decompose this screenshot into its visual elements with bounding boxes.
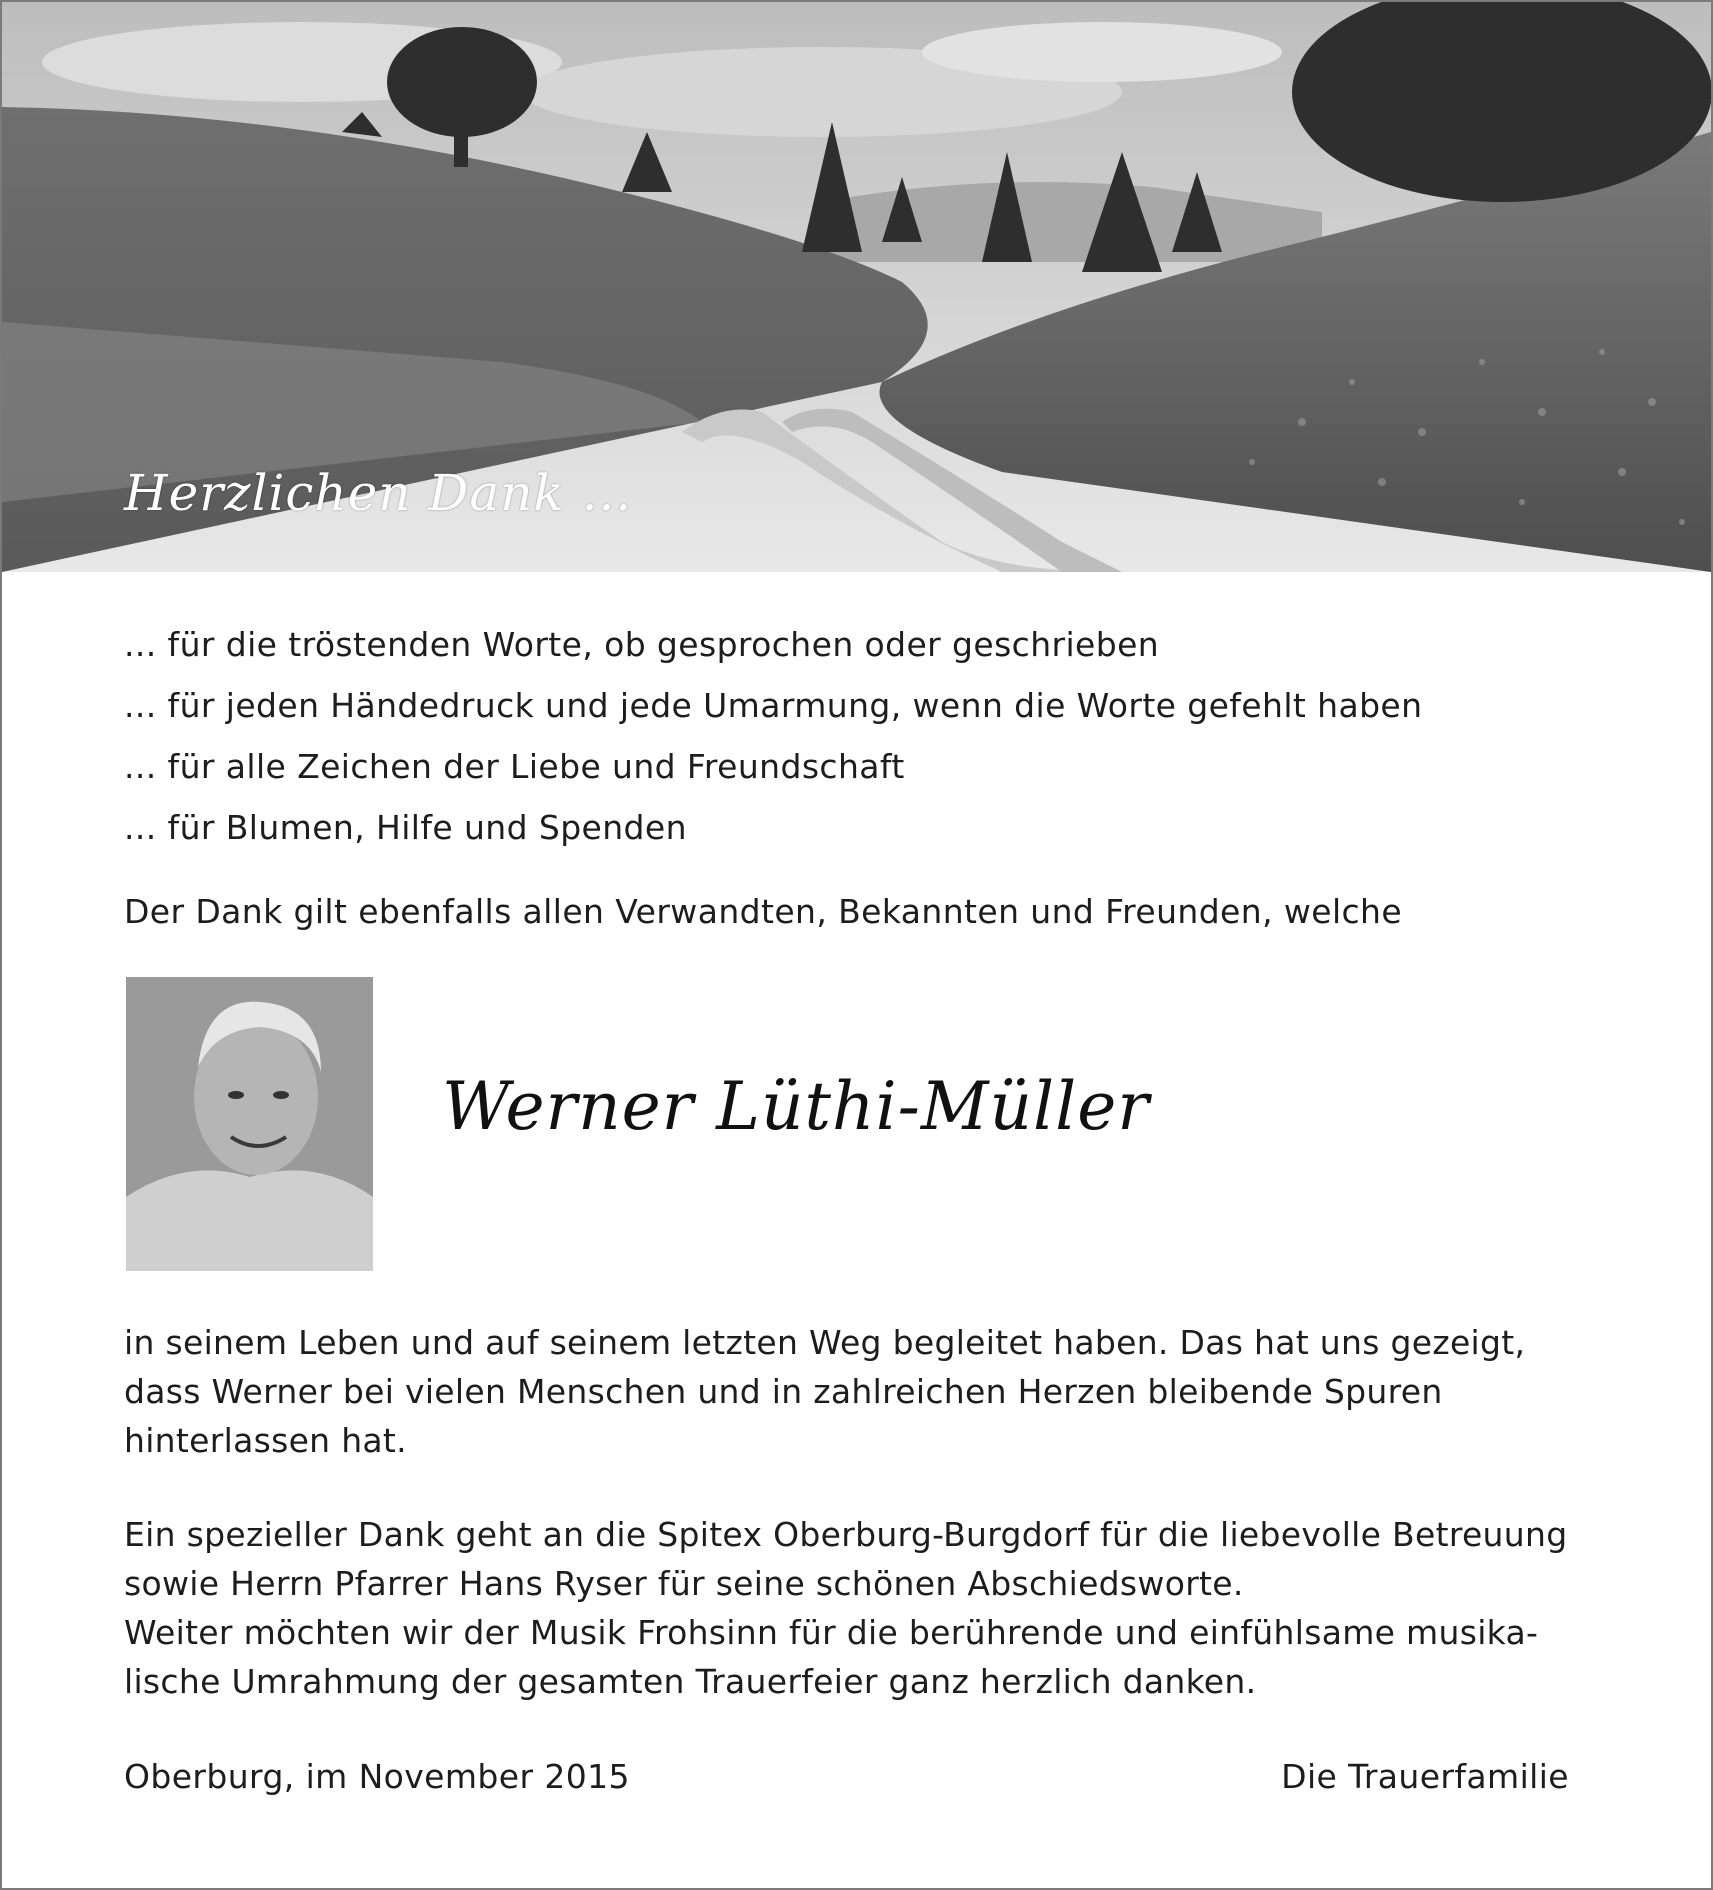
landscape-photo (2, 2, 1711, 572)
special-thanks-line: Ein spezieller Dank geht an die Spitex Oberburg-Burgdorf für die liebevolle Betreuung (124, 1515, 1568, 1554)
thanks-line: ... für alle Zeichen der Liebe und Freundschaft (124, 747, 905, 786)
thanks-line: ... für die tröstenden Worte, ob gesprochen oder geschrieben (124, 625, 1160, 664)
thanks-line: ... für jeden Händedruck und jede Umarmung, wenn die Worte gefehlt haben (124, 686, 1423, 725)
deceased-name: Werner Lüthi-Müller (442, 1068, 1150, 1145)
intro-text: Der Dank gilt ebenfalls allen Verwandten, Bekannten und Freunden, welche (124, 892, 1403, 931)
continuation-text: in seinem Leben und auf seinem letzten Weg begleitet haben. Das hat uns gezeigt, dass Werner bei vielen Menschen und in zahlreichen Herzen bleibende Spuren hinterlassen hat. (124, 1323, 1526, 1460)
special-thanks-line: sowie Herrn Pfarrer Hans Ryser für seine schönen Abschiedsworte. (124, 1564, 1244, 1603)
portrait-photo (126, 977, 373, 1271)
special-thanks (124, 1510, 1594, 1706)
special-thanks-line: lische Umrahmung der gesamten Trauerfeier ganz herzlich danken. (124, 1662, 1257, 1701)
thanks-line: ... für Blumen, Hilfe und Spenden (124, 808, 687, 847)
place-date: Oberburg, im November 2015 (124, 1757, 630, 1796)
header-title: Herzlichen Dank ... (124, 464, 633, 522)
signature: Die Trauerfamilie (1281, 1757, 1569, 1796)
special-thanks-line: Weiter möchten wir der Musik Frohsinn für die berührende und einfühlsame musika- (124, 1613, 1539, 1652)
thanks-list (124, 614, 1422, 858)
